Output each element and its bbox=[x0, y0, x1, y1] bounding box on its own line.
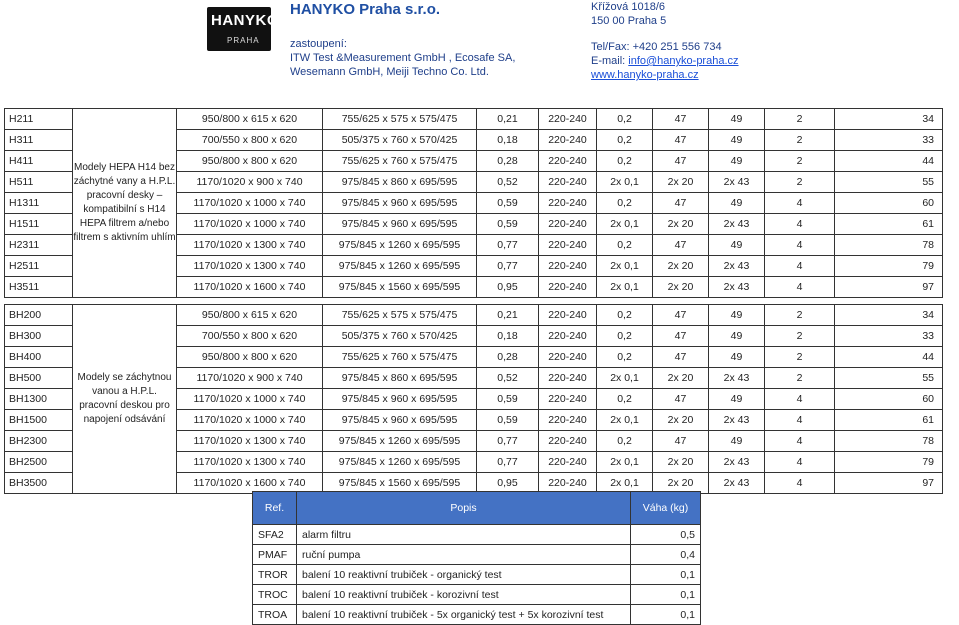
noise-b: 49 bbox=[709, 130, 765, 151]
noise-b: 49 bbox=[709, 326, 765, 347]
model-ref: BH300 bbox=[5, 326, 73, 347]
volume: 0,59 bbox=[477, 410, 539, 431]
filter-count: 2 bbox=[765, 305, 835, 326]
weight: 60 bbox=[835, 193, 943, 214]
accessory-row bbox=[253, 565, 701, 585]
header-desc: Popis bbox=[297, 492, 631, 525]
volume: 0,18 bbox=[477, 130, 539, 151]
volume: 0,95 bbox=[477, 277, 539, 298]
voltage: 220-240 bbox=[539, 347, 597, 368]
external-dimensions: 1170/1020 x 1000 x 740 bbox=[177, 389, 323, 410]
model-ref: BH1300 bbox=[5, 389, 73, 410]
noise-b: 49 bbox=[709, 305, 765, 326]
noise-a: 47 bbox=[653, 305, 709, 326]
internal-dimensions: 975/845 x 1260 x 695/595 bbox=[323, 431, 477, 452]
volume: 0,52 bbox=[477, 172, 539, 193]
noise-b: 2x 43 bbox=[709, 277, 765, 298]
external-dimensions: 1170/1020 x 1300 x 740 bbox=[177, 256, 323, 277]
volume: 0,59 bbox=[477, 193, 539, 214]
external-dimensions: 700/550 x 800 x 620 bbox=[177, 326, 323, 347]
volume: 0,28 bbox=[477, 151, 539, 172]
power: 2x 0,1 bbox=[597, 410, 653, 431]
noise-b: 2x 43 bbox=[709, 452, 765, 473]
filter-count: 4 bbox=[765, 193, 835, 214]
volume: 0,59 bbox=[477, 214, 539, 235]
accessory-desc: ruční pumpa bbox=[297, 545, 631, 565]
weight: 78 bbox=[835, 431, 943, 452]
noise-b: 49 bbox=[709, 193, 765, 214]
external-dimensions: 1170/1020 x 1000 x 740 bbox=[177, 410, 323, 431]
filter-count: 4 bbox=[765, 389, 835, 410]
weight: 60 bbox=[835, 389, 943, 410]
noise-b: 2x 43 bbox=[709, 256, 765, 277]
phone: Tel/Fax: +420 251 556 734 bbox=[591, 41, 722, 53]
noise-b: 49 bbox=[709, 347, 765, 368]
power: 0,2 bbox=[597, 109, 653, 130]
volume: 0,18 bbox=[477, 326, 539, 347]
voltage: 220-240 bbox=[539, 256, 597, 277]
model-ref: BH3500 bbox=[5, 473, 73, 494]
external-dimensions: 700/550 x 800 x 620 bbox=[177, 130, 323, 151]
external-dimensions: 950/800 x 615 x 620 bbox=[177, 305, 323, 326]
external-dimensions: 950/800 x 800 x 620 bbox=[177, 151, 323, 172]
rep-line-1: ITW Test &Measurement GmbH , Ecosafe SA, bbox=[290, 52, 516, 64]
internal-dimensions: 755/625 x 575 x 575/475 bbox=[323, 109, 477, 130]
internal-dimensions: 975/845 x 1560 x 695/595 bbox=[323, 473, 477, 494]
accessory-weight: 0,1 bbox=[631, 565, 701, 585]
voltage: 220-240 bbox=[539, 410, 597, 431]
external-dimensions: 950/800 x 615 x 620 bbox=[177, 109, 323, 130]
filter-count: 4 bbox=[765, 452, 835, 473]
internal-dimensions: 975/845 x 960 x 695/595 bbox=[323, 214, 477, 235]
accessory-ref: PMAF bbox=[253, 545, 297, 565]
voltage: 220-240 bbox=[539, 473, 597, 494]
internal-dimensions: 975/845 x 1260 x 695/595 bbox=[323, 235, 477, 256]
external-dimensions: 1170/1020 x 1000 x 740 bbox=[177, 214, 323, 235]
website-link[interactable]: www.hanyko-praha.cz bbox=[591, 69, 699, 81]
weight: 34 bbox=[835, 109, 943, 130]
address-block bbox=[591, 0, 666, 28]
accessory-desc: balení 10 reaktivní trubiček - korozivní test bbox=[297, 585, 631, 605]
model-ref: H311 bbox=[5, 130, 73, 151]
power: 0,2 bbox=[597, 347, 653, 368]
internal-dimensions: 505/375 x 760 x 570/425 bbox=[323, 326, 477, 347]
volume: 0,95 bbox=[477, 473, 539, 494]
accessories-header-row bbox=[253, 492, 701, 525]
internal-dimensions: 755/625 x 760 x 575/475 bbox=[323, 151, 477, 172]
model-ref: H1511 bbox=[5, 214, 73, 235]
model-ref: H211 bbox=[5, 109, 73, 130]
power: 2x 0,1 bbox=[597, 214, 653, 235]
voltage: 220-240 bbox=[539, 452, 597, 473]
power: 0,2 bbox=[597, 305, 653, 326]
company-name: HANYKO Praha s.r.o. bbox=[290, 1, 441, 18]
volume: 0,77 bbox=[477, 431, 539, 452]
model-ref: H411 bbox=[5, 151, 73, 172]
noise-b: 2x 43 bbox=[709, 368, 765, 389]
external-dimensions: 1170/1020 x 1000 x 740 bbox=[177, 193, 323, 214]
filter-count: 2 bbox=[765, 151, 835, 172]
noise-b: 49 bbox=[709, 431, 765, 452]
noise-b: 49 bbox=[709, 109, 765, 130]
external-dimensions: 1170/1020 x 1300 x 740 bbox=[177, 235, 323, 256]
filter-count: 2 bbox=[765, 347, 835, 368]
voltage: 220-240 bbox=[539, 151, 597, 172]
representation-block bbox=[290, 37, 515, 79]
noise-b: 49 bbox=[709, 151, 765, 172]
accessory-weight: 0,5 bbox=[631, 525, 701, 545]
accessory-desc: balení 10 reaktivní trubiček - organický test bbox=[297, 565, 631, 585]
volume: 0,52 bbox=[477, 368, 539, 389]
header-ref: Ref. bbox=[253, 492, 297, 525]
voltage: 220-240 bbox=[539, 172, 597, 193]
filter-count: 2 bbox=[765, 130, 835, 151]
voltage: 220-240 bbox=[539, 305, 597, 326]
noise-b: 2x 43 bbox=[709, 410, 765, 431]
noise-a: 47 bbox=[653, 109, 709, 130]
accessory-ref: SFA2 bbox=[253, 525, 297, 545]
voltage: 220-240 bbox=[539, 193, 597, 214]
power: 2x 0,1 bbox=[597, 452, 653, 473]
contact-block bbox=[591, 40, 739, 82]
filter-count: 4 bbox=[765, 235, 835, 256]
noise-b: 2x 43 bbox=[709, 214, 765, 235]
external-dimensions: 950/800 x 800 x 620 bbox=[177, 347, 323, 368]
internal-dimensions: 975/845 x 1560 x 695/595 bbox=[323, 277, 477, 298]
voltage: 220-240 bbox=[539, 109, 597, 130]
internal-dimensions: 975/845 x 960 x 695/595 bbox=[323, 389, 477, 410]
voltage: 220-240 bbox=[539, 214, 597, 235]
volume: 0,28 bbox=[477, 347, 539, 368]
external-dimensions: 1170/1020 x 1600 x 740 bbox=[177, 473, 323, 494]
weight: 55 bbox=[835, 172, 943, 193]
noise-b: 2x 43 bbox=[709, 473, 765, 494]
models-table bbox=[4, 108, 943, 494]
power: 0,2 bbox=[597, 235, 653, 256]
accessory-weight: 0,4 bbox=[631, 545, 701, 565]
noise-b: 2x 43 bbox=[709, 172, 765, 193]
internal-dimensions: 755/625 x 760 x 575/475 bbox=[323, 347, 477, 368]
internal-dimensions: 755/625 x 575 x 575/475 bbox=[323, 305, 477, 326]
model-ref: H2311 bbox=[5, 235, 73, 256]
voltage: 220-240 bbox=[539, 389, 597, 410]
filter-count: 2 bbox=[765, 368, 835, 389]
model-ref: H1311 bbox=[5, 193, 73, 214]
noise-a: 47 bbox=[653, 151, 709, 172]
noise-a: 2x 20 bbox=[653, 410, 709, 431]
power: 2x 0,1 bbox=[597, 256, 653, 277]
noise-a: 47 bbox=[653, 389, 709, 410]
noise-a: 47 bbox=[653, 235, 709, 256]
company-logo: HANYKO PRAHA bbox=[207, 7, 271, 51]
filter-count: 4 bbox=[765, 431, 835, 452]
table-row bbox=[5, 109, 943, 130]
weight: 79 bbox=[835, 452, 943, 473]
model-ref: BH2500 bbox=[5, 452, 73, 473]
external-dimensions: 1170/1020 x 1600 x 740 bbox=[177, 277, 323, 298]
filter-count: 2 bbox=[765, 326, 835, 347]
filter-count: 2 bbox=[765, 109, 835, 130]
model-ref: H3511 bbox=[5, 277, 73, 298]
weight: 33 bbox=[835, 130, 943, 151]
weight: 44 bbox=[835, 151, 943, 172]
filter-count: 2 bbox=[765, 172, 835, 193]
power: 2x 0,1 bbox=[597, 277, 653, 298]
noise-a: 47 bbox=[653, 130, 709, 151]
internal-dimensions: 975/845 x 960 x 695/595 bbox=[323, 193, 477, 214]
group-description: Modely se záchytnou vanou a H.P.L. pracovní deskou pro napojení odsávání bbox=[73, 305, 177, 494]
volume: 0,21 bbox=[477, 109, 539, 130]
noise-a: 2x 20 bbox=[653, 473, 709, 494]
accessory-ref: TROC bbox=[253, 585, 297, 605]
external-dimensions: 1170/1020 x 1300 x 740 bbox=[177, 431, 323, 452]
filter-count: 4 bbox=[765, 277, 835, 298]
accessory-desc: balení 10 reaktivní trubiček - 5x organický test + 5x korozivní test bbox=[297, 605, 631, 625]
letterhead bbox=[0, 0, 959, 82]
accessory-desc: alarm filtru bbox=[297, 525, 631, 545]
weight: 33 bbox=[835, 326, 943, 347]
voltage: 220-240 bbox=[539, 368, 597, 389]
weight: 61 bbox=[835, 410, 943, 431]
volume: 0,77 bbox=[477, 235, 539, 256]
weight: 78 bbox=[835, 235, 943, 256]
voltage: 220-240 bbox=[539, 277, 597, 298]
accessory-ref: TROA bbox=[253, 605, 297, 625]
model-ref: H2511 bbox=[5, 256, 73, 277]
accessory-row bbox=[253, 605, 701, 625]
weight: 34 bbox=[835, 305, 943, 326]
accessory-row bbox=[253, 545, 701, 565]
noise-b: 49 bbox=[709, 389, 765, 410]
noise-a: 47 bbox=[653, 193, 709, 214]
voltage: 220-240 bbox=[539, 431, 597, 452]
power: 0,2 bbox=[597, 151, 653, 172]
internal-dimensions: 505/375 x 760 x 570/425 bbox=[323, 130, 477, 151]
volume: 0,77 bbox=[477, 256, 539, 277]
group-description: Modely HEPA H14 bez záchytné vany a H.P.L. pracovní desky – kompatibilní s H14 HEPA filtrem a/nebo filtrem s aktivním uhlím bbox=[73, 109, 177, 298]
power: 2x 0,1 bbox=[597, 172, 653, 193]
power: 0,2 bbox=[597, 389, 653, 410]
internal-dimensions: 975/845 x 1260 x 695/595 bbox=[323, 452, 477, 473]
volume: 0,21 bbox=[477, 305, 539, 326]
internal-dimensions: 975/845 x 860 x 695/595 bbox=[323, 172, 477, 193]
power: 0,2 bbox=[597, 431, 653, 452]
internal-dimensions: 975/845 x 960 x 695/595 bbox=[323, 410, 477, 431]
weight: 97 bbox=[835, 473, 943, 494]
noise-a: 2x 20 bbox=[653, 452, 709, 473]
power: 0,2 bbox=[597, 326, 653, 347]
volume: 0,77 bbox=[477, 452, 539, 473]
filter-count: 4 bbox=[765, 214, 835, 235]
filter-count: 4 bbox=[765, 473, 835, 494]
filter-count: 4 bbox=[765, 410, 835, 431]
noise-a: 2x 20 bbox=[653, 277, 709, 298]
volume: 0,59 bbox=[477, 389, 539, 410]
noise-a: 2x 20 bbox=[653, 172, 709, 193]
noise-b: 49 bbox=[709, 235, 765, 256]
power: 0,2 bbox=[597, 193, 653, 214]
model-ref: BH1500 bbox=[5, 410, 73, 431]
email-line: E-mail: info@hanyko-praha.cz bbox=[591, 55, 739, 67]
accessory-row bbox=[253, 585, 701, 605]
external-dimensions: 1170/1020 x 1300 x 740 bbox=[177, 452, 323, 473]
external-dimensions: 1170/1020 x 900 x 740 bbox=[177, 368, 323, 389]
voltage: 220-240 bbox=[539, 130, 597, 151]
model-ref: BH500 bbox=[5, 368, 73, 389]
accessory-weight: 0,1 bbox=[631, 585, 701, 605]
model-ref: H511 bbox=[5, 172, 73, 193]
model-ref: BH200 bbox=[5, 305, 73, 326]
noise-a: 2x 20 bbox=[653, 368, 709, 389]
external-dimensions: 1170/1020 x 900 x 740 bbox=[177, 172, 323, 193]
noise-a: 2x 20 bbox=[653, 256, 709, 277]
voltage: 220-240 bbox=[539, 235, 597, 256]
accessory-weight: 0,1 bbox=[631, 605, 701, 625]
noise-a: 47 bbox=[653, 326, 709, 347]
filter-count: 4 bbox=[765, 256, 835, 277]
address-street: Křížová 1018/6 bbox=[591, 1, 665, 13]
table-row bbox=[5, 305, 943, 326]
model-ref: BH2300 bbox=[5, 431, 73, 452]
rep-label: zastoupení: bbox=[290, 38, 347, 50]
weight: 97 bbox=[835, 277, 943, 298]
internal-dimensions: 975/845 x 1260 x 695/595 bbox=[323, 256, 477, 277]
weight: 61 bbox=[835, 214, 943, 235]
power: 2x 0,1 bbox=[597, 473, 653, 494]
noise-a: 47 bbox=[653, 347, 709, 368]
group-spacer bbox=[5, 298, 943, 305]
weight: 79 bbox=[835, 256, 943, 277]
accessories-table bbox=[252, 491, 701, 625]
noise-a: 2x 20 bbox=[653, 214, 709, 235]
rep-line-2: Wesemann GmbH, Meiji Techno Co. Ltd. bbox=[290, 66, 489, 78]
internal-dimensions: 975/845 x 860 x 695/595 bbox=[323, 368, 477, 389]
model-ref: BH400 bbox=[5, 347, 73, 368]
power: 0,2 bbox=[597, 130, 653, 151]
power: 2x 0,1 bbox=[597, 368, 653, 389]
accessory-ref: TROR bbox=[253, 565, 297, 585]
email-link[interactable]: info@hanyko-praha.cz bbox=[628, 55, 739, 67]
noise-a: 47 bbox=[653, 431, 709, 452]
accessory-row bbox=[253, 525, 701, 545]
header-weight: Váha (kg) bbox=[631, 492, 701, 525]
weight: 55 bbox=[835, 368, 943, 389]
weight: 44 bbox=[835, 347, 943, 368]
address-city: 150 00 Praha 5 bbox=[591, 15, 667, 27]
voltage: 220-240 bbox=[539, 326, 597, 347]
